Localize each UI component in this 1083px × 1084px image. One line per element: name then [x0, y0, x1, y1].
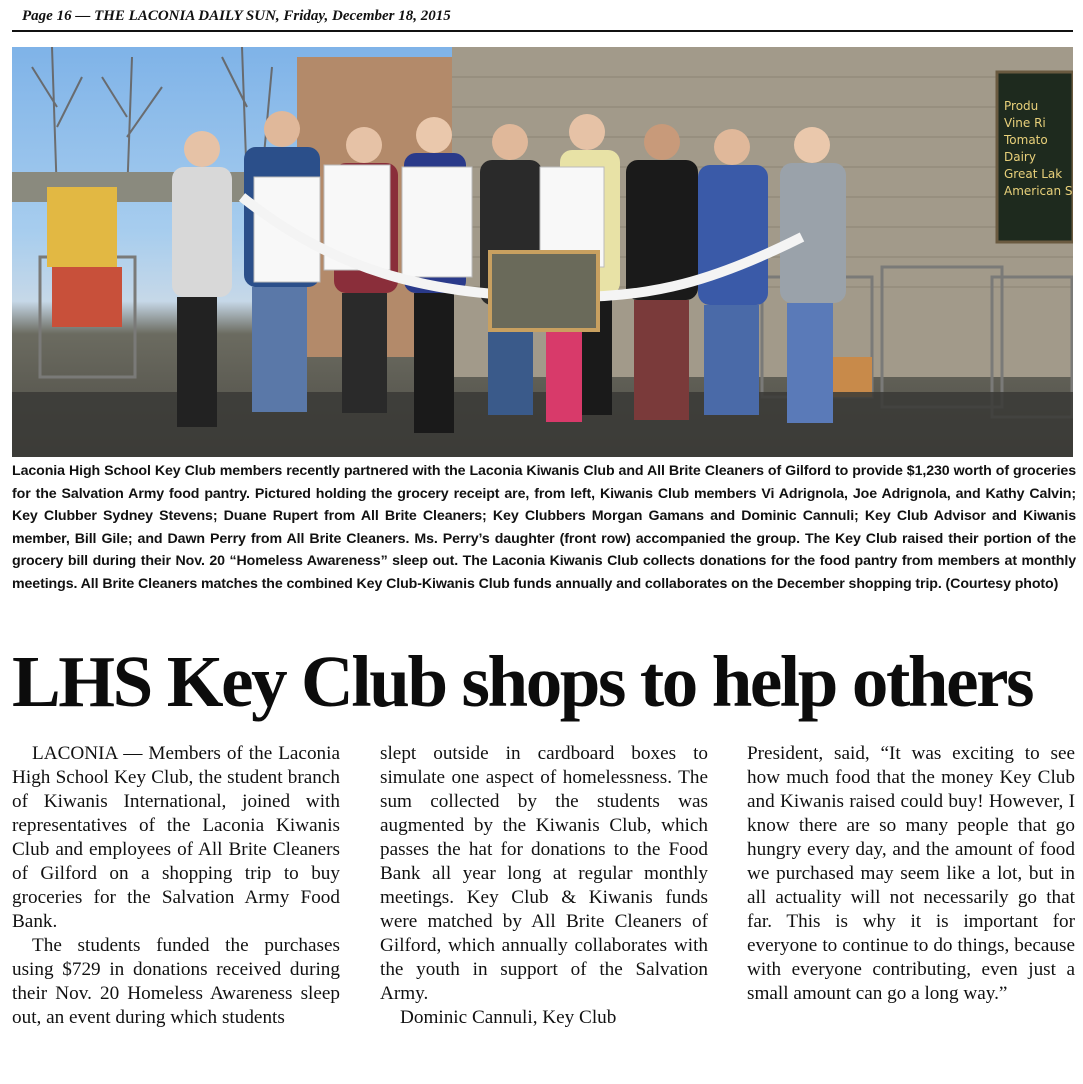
group-photo-illustration	[12, 47, 1073, 457]
paragraph: LACONIA — Members of the Laconia High School Key Club, the student branch of Kiwanis International, joined with representatives of the Laconia Kiwanis Club and employees of All Brite Cleaners of Gilford on a shopping trip to buy groceries for the Salvation Army Food Bank.	[12, 743, 340, 932]
grocery-bags	[47, 187, 117, 267]
sign-line-2: Vine Ri	[1004, 116, 1046, 130]
headline: LHS Key Club shops to help others	[12, 641, 1033, 722]
sign-line-4: Dairy	[1004, 150, 1036, 164]
article-column-3	[747, 742, 1075, 1006]
sign-line-5: Great Lak	[1004, 167, 1063, 181]
sign-line-6: American S	[1004, 184, 1073, 198]
grocery-boxes	[52, 267, 122, 327]
paragraph: slept outside in cardboard boxes to simulate one aspect of homelessness. The sum collected by the students was augmented by the Kiwanis Club, which passes the hat for donations to the Food Bank all year long at regular monthly meetings. Key Club & Kiwanis funds were matched by All Brite Cleaners of Gilford, which annually collaborates with the youth in support of the Salvation Army.	[380, 743, 708, 1004]
paragraph: President, said, “It was exciting to see how much food that the money Key Club and Kiwanis raised could buy! However, I know there are so many people that go hungry every day, and the amount of food we purchased may seem like a lot, but in all actuality will not necessarily go that far. This is why it is important for everyone to continue to do things, because with everyone contributing, even just a small amount can go a long way.”	[747, 743, 1075, 1004]
ground-shadow	[12, 392, 1073, 457]
person-1	[172, 131, 232, 427]
paragraph: Dominic Cannuli, Key Club	[400, 1007, 617, 1028]
small-chalkboard	[490, 252, 598, 330]
photo-caption: Laconia High School Key Club members recently partnered with the Laconia Kiwanis Club and All Brite Cleaners of Gilford to provide $1,230 worth of groceries for the Salvation Army food pantry. Pictured holding the grocery receipt are, from left, Kiwanis Club members Vi Adrignola, Joe Adrignola, and Kathy Calvin; Key Clubber Sydney Stevens; Duane Rupert from All Brite Cleaners; Key Clubbers Morgan Gamans and Dominic Cannuli; Key Club Advisor and Kiwanis member, Bill Gile; and Dawn Perry from All Brite Cleaners. Ms. Perry’s daughter (front row) accompanied the group. The Key Club raised their portion of the grocery bill during their Nov. 20 “Homeless Awareness” sleep out. The Laconia Kiwanis Club collects donations for the food pantry from members at monthly meetings. All Brite Cleaners matches the combined Key Club-Kiwanis Club funds annually and collaborates on the December shopping trip. (Courtesy photo)	[12, 463, 1076, 592]
paragraph: The students funded the purchases using $729 in donations received during their Nov. 20 Homeless Awareness sleep out, an event during which students	[12, 935, 340, 1028]
header-rule	[12, 30, 1073, 32]
person-7	[626, 124, 698, 420]
sign-line-1: Produ	[1004, 99, 1039, 113]
article-column-1	[12, 742, 340, 1030]
running-head: Page 16 — THE LACONIA DAILY SUN, Friday, December 18, 2015	[22, 8, 451, 24]
group-photo	[12, 47, 1073, 457]
sign-line-3: Tomato	[1004, 133, 1048, 147]
article-column-2	[380, 742, 708, 1030]
